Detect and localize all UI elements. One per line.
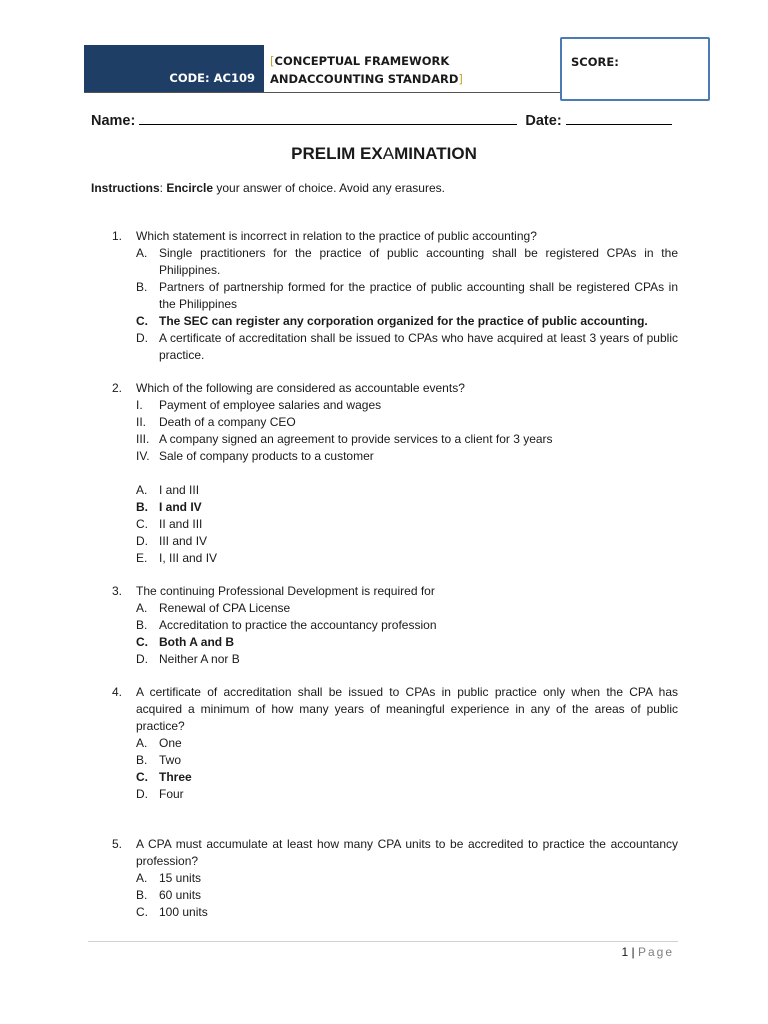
option-b[interactable]: B. Accreditation to practice the accountancy profession bbox=[136, 618, 437, 632]
question-number: 2. bbox=[112, 381, 123, 395]
question-1 bbox=[112, 228, 678, 364]
question-5 bbox=[112, 836, 678, 921]
page-footer: 1 | Page bbox=[621, 945, 674, 959]
course-title-line2: ANDACCOUNTING STANDARD] bbox=[270, 72, 463, 86]
option-d[interactable]: D. Neither A nor B bbox=[136, 652, 240, 666]
option-b-answer[interactable]: B. I and IV bbox=[136, 500, 202, 514]
course-code-banner bbox=[84, 45, 264, 93]
question-list bbox=[112, 228, 678, 937]
date-field[interactable] bbox=[566, 110, 672, 125]
date-label: Date: bbox=[525, 113, 562, 129]
instructions-text: your answer of choice. Avoid any erasures. bbox=[213, 181, 445, 195]
question-2 bbox=[112, 380, 678, 567]
event-item-3: III. A company signed an agreement to provide services to a client for 3 years bbox=[136, 432, 553, 446]
score-label: SCORE: bbox=[571, 55, 619, 69]
option-a[interactable]: A. Single practitioners for the practice of public accounting shall be registered CPAs in the Philippines. bbox=[136, 246, 678, 277]
event-item-1: I. Payment of employee salaries and wages bbox=[136, 398, 382, 412]
instructions-label: Instructions bbox=[91, 181, 160, 195]
question-number: 5. bbox=[112, 837, 123, 851]
page-label: Page bbox=[637, 945, 674, 959]
name-field[interactable] bbox=[139, 110, 517, 125]
question-text: A certificate of accreditation shall be issued to CPAs in public practice only when the CPA has acquired a minimum of how many years of meaningful experience in any of the areas of public practice? bbox=[136, 685, 678, 733]
option-c-answer[interactable]: C. Three bbox=[136, 770, 192, 784]
option-c[interactable]: C. 100 units bbox=[136, 905, 208, 919]
footer-divider bbox=[88, 941, 678, 942]
instructions: Instructions: Encircle your answer of choice. Avoid any erasures. bbox=[91, 181, 445, 195]
option-d[interactable]: D. A certificate of accreditation shall be issued to CPAs who have acquired at least 3 years of public practice. bbox=[136, 331, 678, 362]
question-text: The continuing Professional Development is required for bbox=[136, 584, 435, 598]
option-b[interactable]: B. Two bbox=[136, 753, 182, 767]
event-item-4: IV. Sale of company products to a customer bbox=[136, 449, 374, 463]
question-4 bbox=[112, 684, 678, 803]
exam-title: PRELIM EXAMINATION bbox=[291, 144, 477, 163]
score-box[interactable] bbox=[560, 37, 710, 101]
option-a[interactable]: A. I and III bbox=[136, 483, 200, 497]
option-c[interactable]: C. II and III bbox=[136, 517, 203, 531]
course-title-line1: [CONCEPTUAL FRAMEWORK bbox=[270, 54, 450, 68]
option-b[interactable]: B. 60 units bbox=[136, 888, 202, 902]
option-a[interactable]: A. Renewal of CPA License bbox=[136, 601, 291, 615]
instructions-keyword: Encircle bbox=[166, 181, 214, 195]
option-e[interactable]: E. I, III and IV bbox=[136, 551, 218, 565]
question-text: A CPA must accumulate at least how many CPA units to be accredited to practice the accountancy profession? bbox=[136, 837, 678, 868]
question-number: 4. bbox=[112, 685, 123, 699]
option-c-answer[interactable]: C. Both A and B bbox=[136, 635, 235, 649]
course-title bbox=[270, 52, 560, 88]
option-d[interactable]: D. Four bbox=[136, 787, 184, 801]
option-d[interactable]: D. III and IV bbox=[136, 534, 208, 548]
option-a[interactable]: A. 15 units bbox=[136, 871, 202, 885]
page-number: 1 bbox=[621, 945, 629, 959]
name-label: Name: bbox=[91, 113, 136, 129]
course-code: CODE: AC109 bbox=[169, 71, 255, 85]
question-number: 1. bbox=[112, 229, 123, 243]
name-date-row bbox=[91, 110, 691, 129]
option-c-answer[interactable]: C. The SEC can register any corporation organized for the practice of public accounting. bbox=[136, 314, 648, 328]
header-divider bbox=[84, 92, 562, 93]
question-text: Which of the following are considered as accountable events? bbox=[136, 381, 465, 395]
question-text: Which statement is incorrect in relation to the practice of public accounting? bbox=[136, 229, 537, 243]
question-3 bbox=[112, 583, 678, 668]
option-b[interactable]: B. Partners of partnership formed for the practice of public accounting shall be registered CPAs in the Philippines bbox=[136, 280, 678, 311]
event-item-2: II. Death of a company CEO bbox=[136, 415, 296, 429]
option-a[interactable]: A. One bbox=[136, 736, 182, 750]
question-number: 3. bbox=[112, 584, 123, 598]
